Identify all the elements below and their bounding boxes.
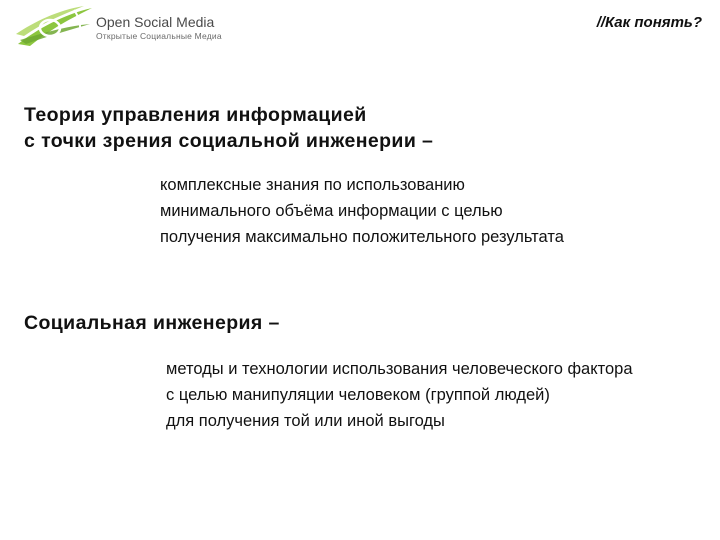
term-heading-social-engineering [24,310,280,336]
definition-line: методы и технологии использования человеческого фактора [166,360,633,378]
definition-social-engineering [166,356,720,434]
leaf-swoosh-icon [14,4,94,48]
term-line: Социальная инженерия – [24,312,280,334]
logo-title: Open Social Media [96,14,215,30]
definition-line: минимального объёма информации с целью [160,202,503,220]
term-line: с точки зрения социальной инженерии – [24,130,434,152]
term-heading-information-management [24,102,433,154]
definition-line: комплексные знания по использованию [160,176,465,194]
logo-subtitle: Открытые Социальные Медиа [96,31,222,41]
definition-line: с целью манипуляции человеком (группой людей) [166,386,550,404]
brand-logo [14,4,222,48]
definition-line: получения максимально положительного результата [160,228,564,246]
definition-information-management [160,172,564,250]
definition-line: для получения той или иной выгоды [166,412,445,430]
term-line: Теория управления информацией [24,104,367,126]
section-label: //Как понять? [596,14,702,31]
